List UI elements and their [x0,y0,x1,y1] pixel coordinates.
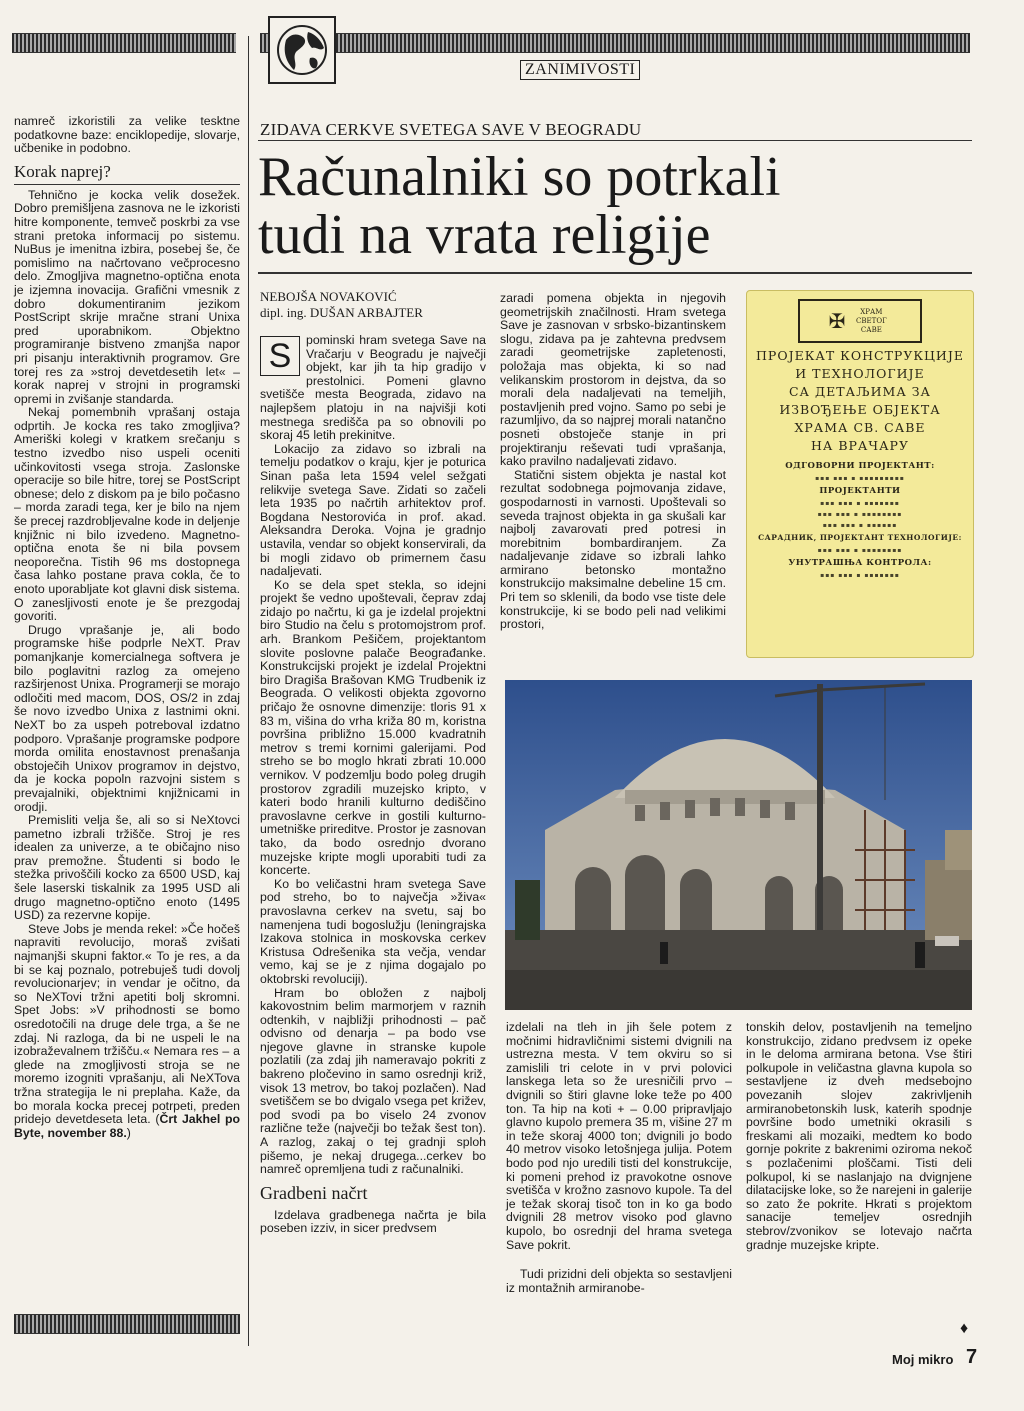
author-1: NEBOJŠA NOVAKOVIĆ [260,289,397,304]
article-subhead: Gradbeni načrt [260,1182,368,1203]
plaque-label: ОДГОВОРНИ ПРОЈЕКТАНТ: [785,461,935,471]
article-paragraph: Tudi prizidni deli objekta so sestavljeni iz montažnih armiranobe- [506,1267,732,1295]
author-2: dipl. ing. DUŠAN ARBAJTER [260,305,423,320]
church-photo-illustration [505,680,972,1010]
left-intro: namreč izkoristili za velike tesktne podatkovne baze: enciklopedije, slovarje, učbenike in podobno. [14,114,240,156]
plaque-line: СА ДЕТАЉИМА ЗА [788,384,932,399]
byline [260,289,490,321]
cross-icon: ✠ [828,308,846,333]
left-paragraph: Nekaj pomembnih vprašanj ostaja odprtih. Je kocka res tako zmogljiva? Ameriški kolegi v kratkem srečanju s testno izvedbo niso uspeli oceniti učinkovitosti vsega stroja. Zaslonske operacije so bile hitre, torej se PostScript obnese; delo z diskom pa je bilo počasno – morda zaradi tega, ker je bilo na njem še precej razdrobljevalne kode in deljenje knjižnic ni bilo izvedeno. Magnetno-optična enota še ni bila povsem neoporečna. Tistih 96 ms dostopnega časa lahko postane prava cokla, če to enoto uporabljate kot glavni disk sistema. O zanesljivosti enote je še prezgodaj govoriti. [14,405,240,624]
globe-logo [268,16,336,84]
article-kicker: ZIDAVA CERKVE SVETEGA SAVE V BEOGRADU [260,120,642,139]
article-headline [258,148,970,264]
plaque-label: САРАДНИК, ПРОЈЕКТАНТ ТЕХНОЛОГИЈЕ: [758,533,962,542]
left-subhead: Korak naprej? [14,162,240,185]
article-paragraph: Statični sistem objekta je nastal kot rezultat sodobnega pojmovanja zidave, gospodarnosti in varnosti. Upoštevali so seveda trajnost objekta in ga skušali kar najbolj zavarovati pred potresi in morebitnim bombardiranjem. Za nadaljevanje zidave so izbrali lahko armirano betonsko montažno konstrukcijo maksimalne debeline 15 cm. Pri tem so sklenili, da bodo vse tiste dele konstrukcije, ki se bodo peli nad velikimi prostori, [500,467,726,632]
continue-arrow-icon: ♦ [960,1320,969,1337]
page-number: 7 [966,1346,978,1368]
project-plaque-image [746,290,974,658]
article-column-3 [506,1021,732,1295]
article-paragraph: izdelali na tleh in jih šele potem z močnimi hidravličnimi sistemi dvignili na ustrezna mesta. V tem okviru so si zamislili tri celote in v prvi polovici lanskega leta so že uresničili prvo – dvignili so štiri glavne loke teže po 400 ton. Ta hip na koti + – 0.00 pripravljajo glavno kupolo premera 35 m, višine 27 m in teže skoraj 4000 ton; dvignili jo bodo 40 metrov visoko letošnjega julija. Potem bodo pod njo uredili tisti del konstrukcije, ki pomeni prehod iz pravokotne osnove svetišča v krožno zasnovo kupole. Ta del je težak skoraj tisoč ton in ko ga bodo dvignili 28 metrov visoko pod glavno kupolo, bo osrednji del hrama svetega Save pokrit. [506,1020,732,1252]
plaque-emblem-text: ХРАМ СВЕТОГ САВЕ [856,307,887,334]
left-paragraph: Steve Jobs je menda rekel: »Če hočeš napraviti revolucijo, moraš zvišati najmanjši skupni faktor.« To je res, a da bi se kaj poznalo, potrebuješ tudi dovolj revolucionarjev; in vendar je očitno, da so NeXTovi tržni apetiti bolj skromni. Spet Jobs: »V prihodnosti se bomo osredotočili na druge dele trga, a še ne zdaj. Ni razloga, da bi ne uspeli le na izobraževalnem tržišču.« Nemara res – a glede na zmogljivosti stroja se ne moremo izogniti vprašanju, ali NeXTova tržna strategija le ni preplaha. Kažе, da bo morala kocka precej potrpeti, preden pridejo devetdeseta leta. (Črt Jakhel po Byte, november 88.) [14,921,240,1140]
left-paragraph: Premisliti velja še, ali so si NeXtovci pametno izbrali tržišče. Stroj je res idealen za univerze, a te običajno niso prav premožne. Študenti si bodo le stežka privoščili kocko za 6500 USD, kaj šele laserski tiskalnik za 1995 USD ali drugo magnetno-optično enoto (1495 USD) za rezervne kopije. [14,813,240,923]
footer-pattern-bar-left [14,1314,240,1334]
kicker-rule [258,140,972,141]
header-pattern-bar-left [12,33,236,53]
article-column-2 [500,292,726,632]
plaque-line: ПРОЈЕКАТ КОНСТРУКЦИЈЕ [756,348,964,363]
article-paragraph: Lokacijo za zidavo so izbrali na temelju podatkov o kraju, kjer je poturica Sinan paša leta 1594 velel sežgati relikvije svetega Save. Zidati so začeli leta 1935 po načrtih arhitektov prof. Bogdana Nestorovića in prof. akad. Aleksandra Deroka. Vojna je gradnjo ustavila, vendar so objekt konservirali, da bi mogli zidavo ob primernem času nadaljevati. [260,441,486,579]
plaque-label: УНУТРАШЊА КОНТРОЛА: [788,558,932,568]
plaque-line: НА ВРАЧАРУ [811,438,909,453]
article-paragraph: Izdelava gradbenega načrta je bila poseben izziv, in sicer predvsem [260,1207,486,1236]
section-label: ZANIMIVOSTI [520,60,640,80]
column-divider [248,36,249,1346]
article-column-4 [746,1021,972,1252]
plaque-names: ▪▪▪ ▪▪▪ ▪ ▪▪▪▪▪▪▪ [820,500,900,507]
drop-cap: S [260,336,300,376]
article-paragraph: Ko bo veličastni hram svetega Save pod streho, bo to največja »živa« pravoslavna cerkev na svetu, saj bo namenjena tudi bogoslužju (leningrajska Izakova stolnica in moskovska cerkev Kristusa Odrešenika sta večja, vendar vemo, kaj se je z njima dogajalo po oktobrski revoluciji). [260,876,486,986]
plaque-names: ▪▪▪ ▪▪▪ ▪ ▪▪▪▪▪▪▪ [820,572,900,579]
article-paragraph: tonskih delov, postavljenih na temeljno konstrukcijo, zidano predvsem iz opeke in le deloma armirana betona. Vse štiri polkupole in veličastna glavna kupola so sestavljene iz dveh medsebojno povezanih slojev zakrivljenih armiranobetonskih lusk, katerih spodnje površine bodo umetniki okrasili s freskami ali mozaiki, medtem ko bodo gornje pokrite z bakrenimi oziroma nekoč s pozlačenimi ploščami. Tisti deli polkupol, ki se naslanjajo na dvignjene dilatacijske loke, so že narejeni in galerije so zato že pokrite. Hkrati s projektom sanacije temeljev osrednjih stebrov/zvonikov se lotevajo načrta gradnje muzejske kripte. [746,1020,972,1252]
plaque-names: ▪▪▪ ▪▪▪ ▪ ▪▪▪▪▪▪▪▪ [817,511,903,518]
article-paragraph: zaradi pomena objekta in njegovih geometrijskih značilnosti. Hram svetega Save je zasnovan v srbsko-bizantinskem slogu, zidava pa je zahtevna predvsem zaradi geometrijske zapletenosti, položaja mas objekta, ki so nad velikanskim prostorom in dejstva, da so morali dela nadaljevati na temeljih, postavljenih pred vojno. Samo po sebi je razumljivo, da so najprej morali natančno posneti obstoječe stanje in pri projektiranju reševati tudi vprašanja, kako pravilno nadaljevati zidavo. [500,291,726,469]
plaque-label: ПРОЈЕКТАНТИ [819,486,901,496]
headline-line-2: tudi na vrata religije [258,204,711,266]
header-pattern-bar-right [260,33,970,53]
article-column-1 [260,334,486,1236]
article-lead: S pominski hram svetega Save na Vračarju v Beogradu je največji objekt, kar jih ta hip gradijo v prestolnici. Pomeni glavno svetišče mesta Beograda, zidavo na najlepšem platoju in na najvišji koti mestnega središča pa so obnovili po skoraj 45 letih prekinitve. [260,333,486,443]
left-paragraph: Tehnično je kocka velik dosežek. Dobro premišljena zasnova ne le izkoristi hitre komponente, temveč poskrbi za vse strani pretoka informacij po sistemu. NuBus je imenitna izbira, posebej še, če pomislimo na načrtovano večprocesno delo. Zmogljiva magnetno-optična enota je izjemna inovacija. Grafični vmesnik z dobro dokumentiranim jezikom PostScript skrije mračne strani Unixa pred uporabnikom. Objektno programiranje bistveno zmanjša napor pri pisanju interaktivnih programov. Gre torej res za »stroj devetdesetih let« – korak naprej v strojni in programski opremi in zvišanje standarda. [14,187,240,406]
article-paragraph: Ko se dela spet stekla, so idejni projekt še vedno upoštevali, čeprav zdaj zidajo po načrtu, ki ga je izdelal projektni biro Studio na čelu s protomojstrom prof. arh. Brankom Pešičem, projektantom slovite poslovne palače Beograđanke. Konstrukcijski projekt je izdelal Projektni biro Dragiša Brašovan KMG Trudbenik iz Beograda. O velikosti objekta zgovorno pričajo že osnovne dimenzije: tloris 91 x 83 m, višina do vrha križa 80 m, koristna površina približno 15.000 kvadratnih metrov s tremi kornimi galerijami. Pod streho se bo moglo hkrati zbrati 10.000 vernikov. V podzemlju bodo poleg drugih prostorov zgradili muzejsko kripto, v kateri bodo hranili kulturno dediščino pravoslavne cerkve in gostili kulturno-umetniške prireditve. Prostor je zasnovan tako, da bodo osrednjo dvorano muzejske kripte mogli uporabiti tudi za koncerte. [260,577,486,878]
plaque-emblem [798,299,922,343]
article-paragraph: Hram bo obložen z najbolj kakovostnim belim marmorjem v raznih odtenkih, v najbližji prihodnosti – pač odvisno od denarja – pa bodo vse njegove glavne in stranske kupole pozlatili (za zdaj jih nameravajo pokriti z bakreno pločevino in samo osrednji križ, visok 13 metrov, bo takoj pozlačen). Nad svetiščem se bo dvigalo vsega pet križev, pod svodi pa bo viselo 24 zvonov različne teže (največji bo težak šest ton). A razlog, zakaj o tej gradnji sploh pišemo, je nekaj drugega...cerkev bo namreč opremljena tudi z računalniki. [260,985,486,1177]
plaque-names: ▪▪▪ ▪▪▪ ▪ ▪▪▪▪▪▪▪▪ [817,547,903,554]
left-signature: Črt Jakhel po Byte, november 88. [14,1112,240,1140]
plaque-line: ХРАМА СВ. САВЕ [794,420,926,435]
footer-magazine: Moj mikro [892,1352,954,1367]
headline-line-1: Računalniki so potrkali [258,146,781,208]
globe-icon [270,18,334,82]
plaque-names: ▪▪▪ ▪▪▪ ▪ ▪▪▪▪▪▪ [822,522,898,529]
plaque-line: И ТЕХНОЛОГИЈЕ [795,366,925,381]
plaque-names: ▪▪▪ ▪▪▪ ▪ ▪▪▪▪▪▪▪▪▪ [815,475,905,482]
plaque-line: ИЗВОЂЕЊЕ ОБЈЕКТА [779,402,941,417]
left-paragraph: Drugo vprašanje je, ali bodo programske hiše podprle NeXT. Prav pomanjkanje komercialnega softvera je bilo poglavitni razlog za omejeno razširjenost Unixa. Programerji se morajo odločiti med macom, DOS, OS/2 in zdaj še novo izvedbo Unixa z lastnimi okni. NeXT bo za uspeh potreboval izdatno podporo. Vprašanje programske podpore morda omilita enostavnost prenašanja obstoječih Unixov programov in dejstvo, da je kocka popoln razvojni sistem s prevajalniki, objektnimi knjižnicami in orodji. [14,622,240,814]
left-column [14,115,240,1140]
headline-rule [258,272,972,274]
church-construction-photo [505,680,972,1010]
